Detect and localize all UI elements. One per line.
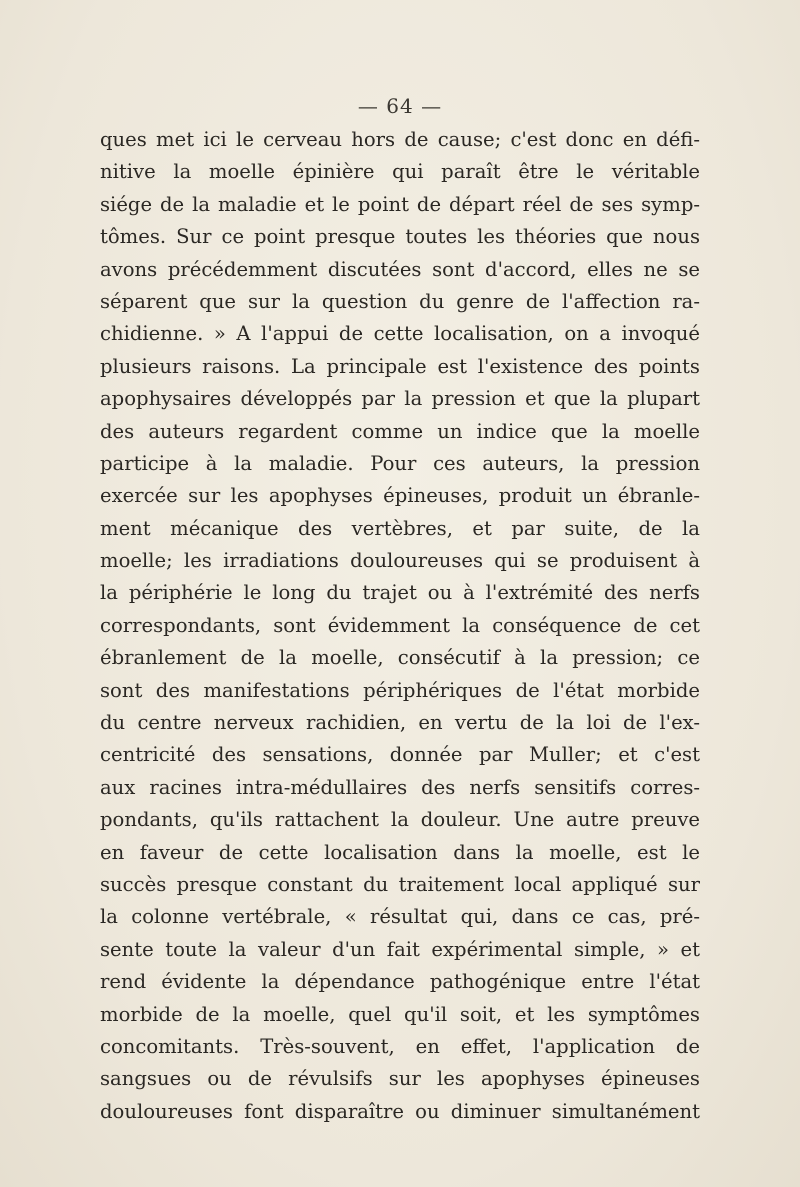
- text-line: douloureuses font disparaître ou diminuer simultanément: [100, 1099, 700, 1123]
- text-line: en faveur de cette localisation dans la moelle, est le: [100, 840, 700, 864]
- body-text: [100, 124, 700, 1128]
- text-line: correspondants, sont évidemment la conséquence de cet: [100, 613, 700, 637]
- text-line: morbide de la moelle, quel qu'il soit, et les symptômes: [100, 1002, 700, 1026]
- text-line: séparent que sur la question du genre de l'affection ra-: [100, 289, 700, 313]
- text-line: moelle; les irradiations douloureuses qui se produisent à: [100, 549, 700, 573]
- text-line: centricité des sensations, donnée par Muller; et c'est: [100, 743, 700, 767]
- text-line: concomitants. Très-souvent, en effet, l'application de: [100, 1034, 700, 1058]
- page-number: — 64 —: [357, 94, 443, 118]
- text-line: participe à la maladie. Pour ces auteurs, la pression: [100, 451, 700, 475]
- text-line: tômes. Sur ce point presque toutes les théories que nous: [100, 225, 700, 249]
- text-line: la colonne vertébrale, « résultat qui, dans ce cas, pré-: [100, 905, 700, 929]
- text-line: succès presque constant du traitement local appliqué sur: [100, 872, 700, 896]
- text-line: exercée sur les apophyses épineuses, produit un ébranle-: [100, 484, 700, 508]
- text-line: ment mécanique des vertèbres, et par suite, de la: [100, 516, 700, 540]
- text-line: ébranlement de la moelle, consécutif à la pression; ce: [100, 646, 700, 670]
- text-line: siége de la maladie et le point de départ réel de ses symp-: [100, 192, 700, 216]
- text-line: ques met ici le cerveau hors de cause; c'est donc en défi-: [100, 128, 700, 151]
- text-line: plusieurs raisons. La principale est l'existence des points: [100, 354, 700, 378]
- text-line: pondants, qu'ils rattachent la douleur. Une autre preuve: [100, 808, 700, 832]
- text-line: nitive la moelle épinière qui paraît être le véritable: [100, 160, 700, 184]
- text-line: des auteurs regardent comme un indice que la moelle: [100, 419, 700, 443]
- text-line: sont des manifestations périphériques de l'état morbide: [100, 678, 700, 702]
- text-line: aux racines intra-médullaires des nerfs sensitifs corres-: [100, 775, 700, 799]
- text-line: apophysaires développés par la pression et que la plupart: [100, 387, 700, 411]
- text-line: rend évidente la dépendance pathogénique entre l'état: [100, 970, 700, 994]
- text-line: sente toute la valeur d'un fait expérimental simple, » et: [100, 937, 700, 961]
- text-line: sangsues ou de révulsifs sur les apophyses épineuses: [100, 1067, 700, 1091]
- text-line: la périphérie le long du trajet ou à l'extrémité des nerfs: [100, 581, 700, 605]
- text-line: du centre nerveux rachidien, en vertu de la loi de l'ex-: [100, 711, 700, 735]
- text-line: chidienne. » A l'appui de cette localisation, on a invoqué: [100, 322, 700, 346]
- text-line: avons précédemment discutées sont d'accord, elles ne se: [100, 257, 700, 281]
